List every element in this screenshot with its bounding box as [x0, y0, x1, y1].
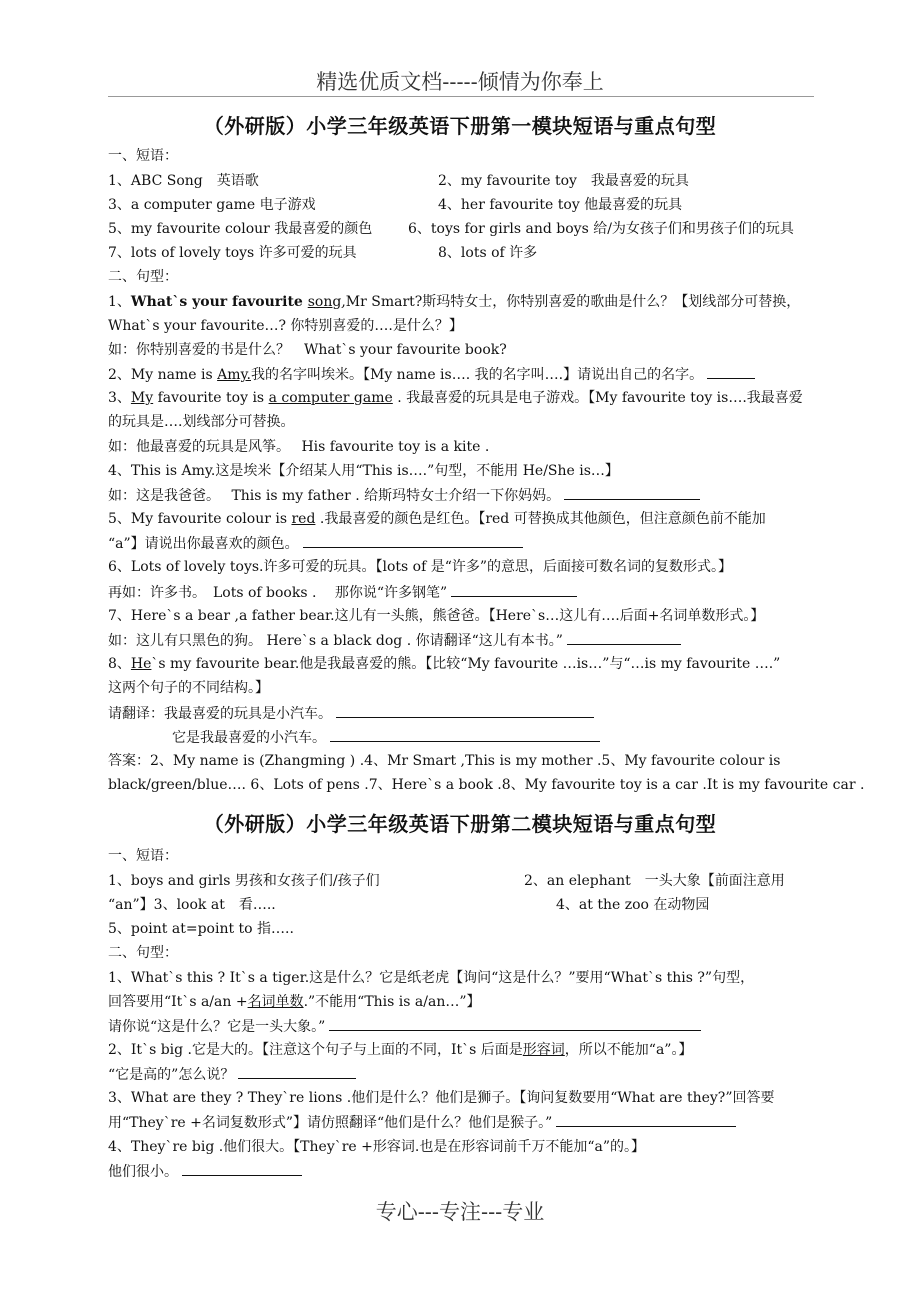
- m2-phrase-2: 2、an elephant 一头大象【前面注意用: [524, 873, 785, 889]
- m1-s1-number: 1、: [108, 294, 131, 310]
- m1-sentence-2: [108, 364, 820, 385]
- m1-sentence-3c: 如：他最喜爱的玩具是风筝。 His favourite toy is a kite .: [108, 439, 490, 455]
- m1-s5-answer-blank[interactable]: [303, 533, 523, 548]
- m1-phrase-row-2: [108, 195, 820, 215]
- m1-s5-pre: 5、My favourite colour is: [108, 511, 292, 527]
- m1-s3-pre: 3、: [108, 390, 131, 406]
- m1-s8-rest: `s my favourite bear.他是我最喜爱的熊。【比较“My favourite …is…”与“…is my favourite ….”: [151, 656, 781, 672]
- m2-sentence-3: 3、What are they ? They`re lions .他们是什么？他们是狮子。【询问复数要用“What are they?”回答要: [108, 1090, 775, 1106]
- m2-sentence-3b: [108, 1112, 820, 1133]
- header-divider: [108, 96, 814, 97]
- m2-phrase-row-2: [108, 895, 820, 915]
- m2-s4b-text: 他们很小。: [108, 1164, 178, 1180]
- m2-s2b-text: “它是高的”怎么说？: [108, 1067, 235, 1083]
- m1-phrase-2: 2、my favourite toy 我最喜爱的玩具: [438, 173, 689, 189]
- m2-phrase-4: 4、at the zoo 在动物园: [556, 897, 710, 913]
- m1-sentence-1b: What`s your favourite…? 你特别喜爱的….是什么？】: [108, 318, 463, 334]
- m1-translate-2: [172, 727, 812, 748]
- m1-s5-rest: .我最喜爱的颜色是红色。【red 可替换成其他颜色，但注意颜色前不能加: [315, 511, 766, 527]
- m2-s1-answer-blank[interactable]: [329, 1016, 701, 1031]
- m1-s2-pre: 2、My name is: [108, 367, 218, 383]
- m1-s1-underlined: song: [307, 294, 342, 310]
- m1-s7-answer-blank[interactable]: [567, 630, 681, 645]
- m1-sentence-4: 4、This is Amy.这是埃米【介绍某人用“This is….”句型，不能用 He/She is…】: [108, 463, 619, 479]
- m1-s1-bold: What`s your favourite: [130, 294, 308, 310]
- m1-s6-answer-blank[interactable]: [451, 582, 577, 597]
- m1-phrase-5: 5、my favourite colour 我最喜爱的颜色: [108, 221, 373, 237]
- module1-title: （外研版）小学三年级英语下册第一模块短语与重点句型: [203, 114, 717, 138]
- m1-s7b-text: 如：这儿有只黑色的狗。 Here`s a black dog . 你请翻译“这儿有本书。”: [108, 633, 563, 649]
- m1-sentence-8: [108, 654, 820, 674]
- m1-sentence-8b: 这两个句子的不同结构。】: [108, 680, 269, 696]
- m1-s2-answer-blank[interactable]: [707, 364, 755, 379]
- m1-sentence-6: 6、Lots of lovely toys.许多可爱的玩具。【lots of 是“许多”的意思，后面接可数名词的复数形式。】: [108, 559, 733, 575]
- m1-translate-1-text: 请翻译：我最喜爱的玩具是小汽车。: [108, 706, 332, 722]
- m1-phrase-8: 8、lots of 许多: [438, 245, 538, 261]
- m1-sentences-heading: 二、句型：: [108, 269, 178, 285]
- m2-sentence-1b: [108, 992, 820, 1012]
- m2-phrase-row-1: [108, 871, 820, 891]
- m1-s5b-text: “a”】请说出你最喜欢的颜色。: [108, 536, 299, 552]
- m1-answers-2: black/green/blue…. 6、Lots of pens .7、Here`s a book .8、My favourite toy is a car .It is my favourite car .: [108, 777, 865, 793]
- m2-s1b-rest: .”不能用“This is a/an…”】: [303, 994, 481, 1010]
- m1-phrase-6: 6、toys for girls and boys 给/为女孩子们和男孩子们的玩具: [408, 221, 794, 237]
- m1-translate-1-blank[interactable]: [336, 703, 594, 718]
- m2-s1b-pre: 回答要用“It`s a/an +: [108, 994, 248, 1010]
- m1-s4-answer-blank[interactable]: [564, 485, 700, 500]
- m2-phrase-5: 5、point at=point to 指…..: [108, 921, 294, 937]
- m1-translate-2-text: 它是我最喜爱的小汽车。: [172, 730, 326, 746]
- m1-s2-rest: 我的名字叫埃米。【My name is…. 我的名字叫….】请说出自己的名字。: [250, 367, 704, 383]
- m1-phrase-4: 4、her favourite toy 他最喜爱的玩具: [438, 197, 683, 213]
- m2-s2-pre: 2、It`s big .它是大的。【注意这个句子与上面的不同，It`s 后面是: [108, 1042, 523, 1058]
- m1-phrase-row-3: [108, 219, 820, 239]
- m1-phrases-heading: 一、短语：: [108, 148, 178, 164]
- m2-s3b-text: 用“They`re +名词复数形式”】请仿照翻译“他们是什么？他们是猴子。”: [108, 1115, 553, 1131]
- m1-s1-rest: ,Mr Smart?斯玛特女士，你特别喜爱的歌曲是什么？【划线部分可替换，: [341, 294, 801, 310]
- m2-sentence-4: 4、They`re big .他们很大。【They`re +形容词.也是在形容词前千万不能加“a”的。】: [108, 1139, 646, 1155]
- m1-s6b-text: 再如：许多书。 Lots of books . 那你说“许多钢笔”: [108, 585, 448, 601]
- m2-s2-underlined: 形容词: [522, 1042, 565, 1058]
- m2-sentence-4b: [108, 1161, 820, 1182]
- m2-phrases-heading: 一、短语：: [108, 848, 178, 864]
- m2-sentence-1: 1、What`s this ? It`s a tiger.这是什么？它是纸老虎【询问“这是什么？”要用“What`s this ?”句型，: [108, 970, 755, 986]
- page-footer: 专心---专注---专业: [375, 1200, 545, 1224]
- m1-sentence-1c: 如：你特别喜爱的书是什么？ What`s your favourite book?: [108, 342, 507, 358]
- m1-phrase-row-4: [108, 243, 820, 263]
- m1-sentence-5b: [108, 533, 820, 554]
- m1-sentence-7b: [108, 630, 820, 651]
- m1-phrase-row-1: [108, 171, 820, 191]
- m2-sentence-1c: [108, 1016, 820, 1037]
- m1-phrase-7: 7、lots of lovely toys 许多可爱的玩具: [108, 245, 357, 261]
- m2-s1c-text: 请你说“这是什么？它是一头大象。”: [108, 1019, 326, 1035]
- m1-phrase-1: 1、ABC Song 英语歌: [108, 173, 259, 189]
- m1-s8-underlined: He: [130, 656, 152, 672]
- m1-sentence-3: [108, 388, 820, 408]
- m1-sentence-4b: [108, 485, 820, 506]
- m1-translate-1: [108, 703, 820, 724]
- m1-s3-underlined-1: My: [130, 390, 154, 406]
- m2-phrase-3: “an”】3、look at 看…..: [108, 897, 276, 913]
- m1-s4b-text: 如：这是我爸爸。 This is my father . 给斯玛特女士介绍一下你妈妈。: [108, 488, 561, 504]
- m1-s3-underlined-2: a computer game: [268, 390, 393, 406]
- m1-s3-mid: favourite toy is: [153, 390, 269, 406]
- m2-s2-answer-blank[interactable]: [238, 1064, 356, 1079]
- m1-sentence-5: [108, 509, 820, 529]
- m2-s3-answer-blank[interactable]: [556, 1112, 736, 1127]
- m2-s2-rest: ，所以不能加“a”。】: [564, 1042, 693, 1058]
- m2-sentence-2: [108, 1040, 820, 1060]
- m1-sentence-1: [108, 292, 820, 312]
- m2-sentence-2b: [108, 1064, 820, 1085]
- m1-s3-rest: . 我最喜爱的玩具是电子游戏。【My favourite toy is….我最喜爱: [392, 390, 803, 406]
- m1-answers-1: 答案：2、My name is (Zhangming ) .4、Mr Smart ,This is my mother .5、My favourite colour is: [108, 753, 781, 769]
- m1-sentence-6b: [108, 582, 820, 603]
- m1-s5-underlined: red: [291, 511, 316, 527]
- m1-s8-pre: 8、: [108, 656, 131, 672]
- m2-sentences-heading: 二、句型：: [108, 945, 178, 961]
- m1-s2-underlined: Amy.: [217, 367, 251, 383]
- m1-sentence-7: 7、Here`s a bear ,a father bear.这儿有一头熊，熊爸爸。【Here`s…这儿有….后面+名词单数形式。】: [108, 608, 765, 624]
- m2-s4-answer-blank[interactable]: [182, 1161, 302, 1176]
- page-header: 精选优质文档-----倾情为你奉上: [316, 70, 604, 94]
- m2-s1b-underlined: 名词单数: [247, 994, 304, 1010]
- m1-translate-2-blank[interactable]: [330, 727, 600, 742]
- m1-sentence-3b: 的玩具是….划线部分可替换。: [108, 414, 295, 430]
- m2-phrase-1: 1、boys and girls 男孩和女孩子们/孩子们: [108, 873, 380, 889]
- m1-phrase-3: 3、a computer game 电子游戏: [108, 197, 316, 213]
- module2-title: （外研版）小学三年级英语下册第二模块短语与重点句型: [203, 812, 717, 836]
